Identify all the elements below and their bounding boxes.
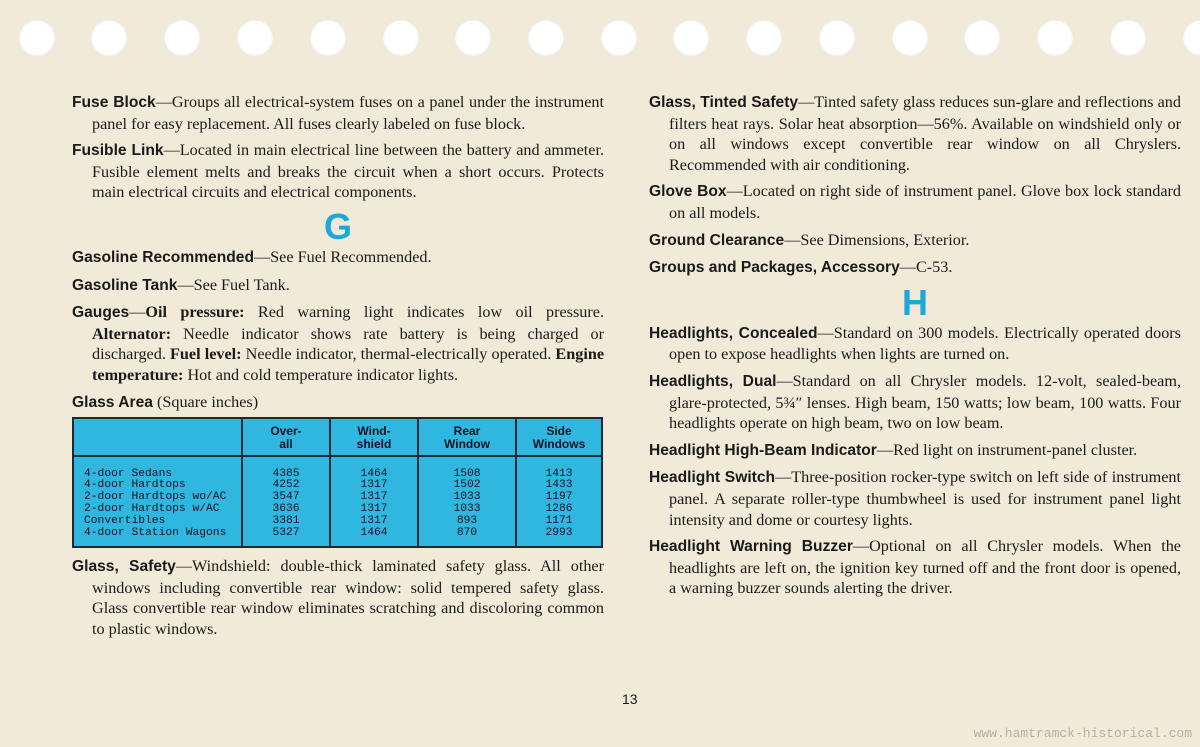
table-cell: 1464 [330, 456, 418, 481]
table-cell: 4-door Hardtops [84, 479, 186, 492]
entry-text: —See Fuel Tank. [177, 275, 290, 294]
entry-term: Headlight Warning Buzzer [649, 538, 853, 556]
fuel-level-text: Needle indicator, thermal-electrically operated. [241, 345, 556, 364]
binder-hole [1110, 20, 1146, 56]
entry-term: Groups and Packages, Accessory [649, 259, 900, 277]
entry-glass-tinted-safety [649, 92, 1181, 175]
column-header-rear-window [418, 418, 516, 456]
header-line: Side [546, 423, 572, 438]
table-cell: 2993 [516, 528, 602, 547]
entry-term: Glove Box [649, 183, 727, 201]
table-header-row [73, 418, 602, 456]
alternator-text: Needle indicator shows rate battery is being charged or discharged. [92, 324, 604, 364]
entry-text: —Groups all electrical-system fuses on a panel under the instrument panel for easy replacement. All fuses clearly labeled on fuse block. [92, 93, 604, 133]
entry-text: —Tinted safety glass reduces sun-glare and reflections and filters heat rays. Solar heat absorption—56%. Available on windshield only or on all windows except convertible rear window on all Chryslers. Recommended with air conditioning. [669, 93, 1181, 174]
entry-text: —Red light on instrument-panel cluster. [876, 440, 1138, 459]
left-column [72, 92, 604, 645]
table-cell: Convertibles [84, 515, 166, 528]
oil-pressure-label: Oil pressure: [145, 303, 245, 322]
binder-hole [455, 20, 491, 56]
alternator-label: Alternator: [92, 324, 172, 343]
glass-area-title [72, 392, 604, 413]
entry-glass-safety [72, 556, 604, 639]
table-cell: 3547 [242, 492, 330, 504]
table-cell: 4385 [242, 456, 330, 481]
binder-hole [601, 20, 637, 56]
table-cell: 1033 [418, 504, 516, 516]
binder-holes [0, 0, 1200, 80]
entry-dash: — [129, 303, 146, 322]
entry-term: Glass, Tinted Safety [649, 94, 799, 111]
table-row [73, 528, 602, 547]
header-line: Rear [453, 423, 481, 438]
right-column [649, 92, 1181, 605]
entry-term: Glass Area [72, 393, 153, 411]
table-cell: 1317 [330, 516, 418, 528]
header-line: Windows [532, 436, 586, 451]
table-cell: 1317 [330, 492, 418, 504]
page-number: 13 [622, 691, 638, 707]
table-cell: 4252 [242, 480, 330, 492]
table-cell: 1197 [516, 492, 602, 504]
glass-area-table [72, 417, 603, 548]
entry-term: Gasoline Tank [72, 276, 178, 294]
column-header-overall [242, 418, 330, 456]
table-cell: 2-door Hardtops w/AC [84, 503, 220, 516]
binder-hole [383, 20, 419, 56]
table-cell: 1171 [516, 516, 602, 528]
entry-term: Headlights, Concealed [649, 324, 818, 342]
entry-fuse-block [72, 92, 604, 134]
binder-hole [673, 20, 709, 56]
entry-high-beam-indicator [649, 440, 1181, 462]
entry-groups-and-packages [649, 257, 1181, 279]
entry-term: Headlight High-Beam Indicator [649, 441, 877, 459]
entry-term: Glass, Safety [72, 557, 176, 575]
entry-text: —See Fuel Recommended. [253, 247, 432, 266]
entry-term: Gasoline Recommended [72, 248, 254, 266]
table-cell: 1508 [418, 456, 516, 481]
watermark: www.hamtramck-historical.com [973, 726, 1192, 741]
table-cell: 1033 [418, 492, 516, 504]
entry-gauges [72, 302, 604, 385]
engine-temperature-label: Engine temperature: [92, 345, 605, 384]
table-cell: 3381 [242, 516, 330, 528]
table-cell: 1502 [418, 480, 516, 492]
entry-term: Ground Clearance [649, 231, 785, 249]
section-letter-h: H [902, 281, 928, 323]
binder-hole [1037, 20, 1073, 56]
table-cell: 893 [418, 516, 516, 528]
table-cell: 1464 [330, 528, 418, 547]
header-line: all [279, 436, 293, 451]
entry-term: Gauges [72, 304, 130, 322]
binder-hole [164, 20, 200, 56]
entry-fusible-link [72, 140, 604, 203]
entry-headlight-warning-buzzer [649, 536, 1181, 599]
entry-ground-clearance [649, 230, 1181, 252]
column-header-side-windows [516, 418, 602, 456]
section-letter-g: G [323, 205, 352, 247]
binder-hole [892, 20, 928, 56]
table-cell: 870 [418, 528, 516, 547]
entry-gasoline-recommended [72, 247, 604, 269]
entry-text: —Located in main electrical line between the battery and ammeter. Fusible element melts and breaks the circuit when a short occurs. Protects main electrical circuits and electrical components. [92, 141, 604, 202]
table-cell: 1286 [516, 504, 602, 516]
table-cell: 3636 [242, 504, 330, 516]
entry-headlights-dual [649, 371, 1181, 434]
table-cell: 1317 [330, 480, 418, 492]
entry-headlight-switch [649, 467, 1181, 530]
binder-hole [528, 20, 564, 56]
oil-pressure-text: Red warning light indicates low oil pressure. [244, 303, 604, 322]
binder-hole [1183, 20, 1200, 56]
column-header-windshield [330, 418, 418, 456]
table-cell: 1317 [330, 504, 418, 516]
glass-area-unit: (Square inches) [152, 392, 259, 411]
header-line: shield [356, 436, 392, 451]
column-header-model [73, 418, 242, 456]
binder-hole [819, 20, 855, 56]
binder-hole [237, 20, 273, 56]
table-cell: 1433 [516, 480, 602, 492]
binder-hole [310, 20, 346, 56]
entry-term: Headlights, Dual [649, 372, 777, 390]
table-cell: 4-door Sedans [84, 467, 173, 480]
entry-text: —See Dimensions, Exterior. [784, 230, 970, 249]
entry-text: —Optional on all Chrysler models. When the headlights are left on, the ignition key turned off and the front door is opened, a warning buzzer sounds alerting the driver. [669, 537, 1181, 598]
table-cell: 1413 [516, 456, 602, 481]
entry-text: —Standard on all Chrysler models. 12-volt, sealed-beam, glare-protected, 5¾″ lenses. High beam, 150 watts; low beam, 100 watts. Four headlights operate on high beam, two on low beam. [669, 371, 1181, 433]
entry-text: —Three-position rocker-type switch on left side of instrument panel. A separate roller-type thumbwheel is used for instrument panel light intensity and dome or courtesy lights. [669, 468, 1181, 529]
binder-hole [19, 20, 55, 56]
table-cell: 2-door Hardtops wo/AC [84, 491, 227, 504]
entry-term: Fuse Block [72, 94, 156, 111]
table-cell: 4-door Station Wagons [84, 527, 227, 540]
fuel-level-label: Fuel level: [170, 345, 242, 364]
entry-headlights-concealed [649, 323, 1181, 365]
entry-text: —C-53. [899, 258, 953, 277]
table-row [73, 456, 602, 481]
entry-term: Headlight Switch [649, 469, 776, 487]
table-cell: 5327 [242, 528, 330, 547]
engine-temperature-text: Hot and cold temperature indicator lights. [183, 365, 459, 384]
header-line: Over- [270, 423, 302, 438]
entry-glove-box [649, 181, 1181, 223]
entry-text: —Windshield: double-thick laminated safety glass. All other windows including convertible rear window: solid tempered safety glass. Glass convertible rear window eliminates scratching and discoloring common to plastic windows. [92, 556, 604, 638]
binder-hole [964, 20, 1000, 56]
binder-hole [91, 20, 127, 56]
entry-text: —Standard on 300 models. Electrically operated doors open to expose headlights when lights are turned on. [669, 323, 1181, 364]
binder-hole [746, 20, 782, 56]
entry-text: —Located on right side of instrument panel. Glove box lock standard on all models. [669, 182, 1182, 222]
entry-term: Fusible Link [72, 142, 164, 160]
entry-gasoline-tank [72, 275, 604, 297]
header-line: Wind- [357, 423, 391, 438]
header-line: Window [444, 436, 490, 451]
